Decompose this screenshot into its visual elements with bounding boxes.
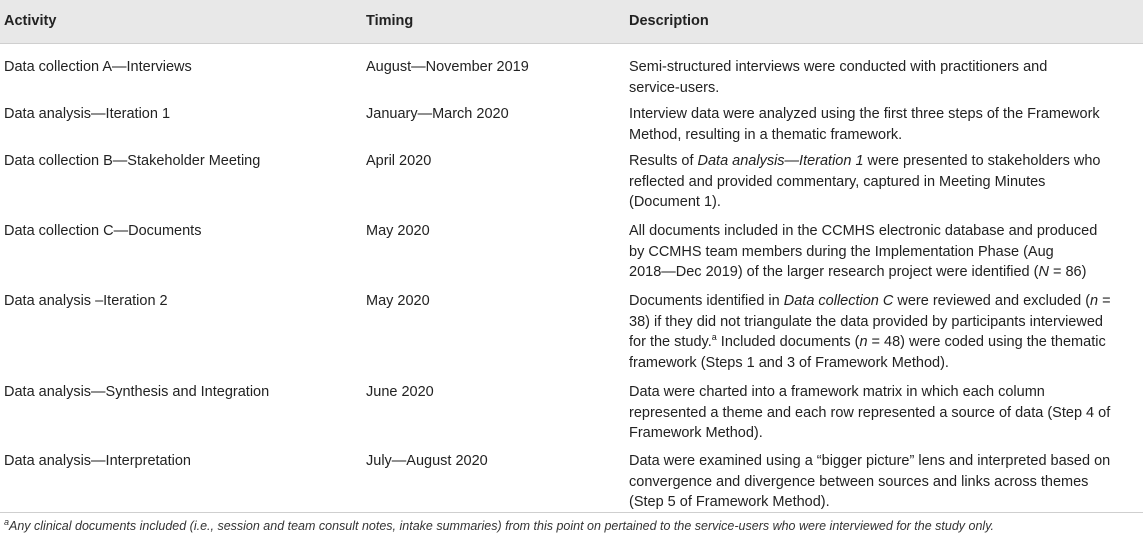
description-cell bbox=[629, 291, 1141, 373]
activity-cell: Data collection B—Stakeholder Meeting bbox=[4, 153, 261, 169]
description-line: represented a theme and each row represented a source of data (Step 4 of bbox=[629, 404, 1111, 421]
description-line bbox=[629, 262, 1141, 283]
description-line: Data were charted into a framework matrix in which each column bbox=[629, 384, 1045, 400]
description-text: = 48) were coded using the thematic bbox=[867, 334, 1106, 350]
timing-cell: June 2020 bbox=[366, 384, 434, 400]
footnote-marker: a bbox=[711, 332, 717, 343]
footnote-text: Any clinical documents included (i.e., session and team consult notes, intake summaries) from this point on pertained to the service-users who were interviewed for the study only. bbox=[9, 519, 994, 533]
activity-cell: Data analysis—Iteration 1 bbox=[4, 106, 171, 122]
header-description: Description bbox=[629, 13, 709, 29]
description-emphasis: N bbox=[1038, 264, 1049, 280]
description-line: Interview data were analyzed using the first three steps of the Framework bbox=[629, 106, 1100, 122]
description-text: Documents identified in bbox=[629, 293, 784, 309]
description-line: (Document 1). bbox=[629, 194, 721, 210]
description-cell bbox=[629, 221, 1141, 283]
description-emphasis: Data analysis—Iteration 1 bbox=[697, 153, 864, 169]
activity-cell: Data analysis –Iteration 2 bbox=[4, 293, 168, 309]
description-text: Results of bbox=[629, 153, 698, 169]
description-text: were presented to stakeholders who bbox=[863, 153, 1101, 169]
description-line: 38) if they did not triangulate the data provided by participants interviewed bbox=[629, 313, 1103, 330]
footnote bbox=[4, 516, 1139, 533]
timing-cell: January—March 2020 bbox=[366, 106, 509, 122]
description-cell bbox=[629, 57, 1141, 98]
description-emphasis: Data collection C bbox=[783, 293, 894, 309]
description-line: Framework Method). bbox=[629, 425, 763, 441]
activity-cell: Data collection A—Interviews bbox=[4, 59, 192, 75]
description-line: reflected and provided commentary, captured in Meeting Minutes bbox=[629, 173, 1046, 190]
header-timing: Timing bbox=[366, 13, 414, 29]
header-activity: Activity bbox=[4, 13, 57, 29]
description-emphasis: n bbox=[1090, 293, 1099, 309]
description-line: Method, resulting in a thematic framework. bbox=[629, 126, 903, 143]
description-text: were reviewed and excluded ( bbox=[893, 293, 1091, 309]
table-header bbox=[0, 0, 1143, 44]
description-text: = 86) bbox=[1048, 264, 1087, 280]
timing-cell: May 2020 bbox=[366, 293, 430, 309]
footnote-marker: a bbox=[4, 516, 10, 527]
description-line bbox=[629, 332, 1141, 353]
description-emphasis: n bbox=[859, 334, 868, 350]
description-line: All documents included in the CCMHS electronic database and produced bbox=[629, 223, 1098, 239]
activity-cell: Data collection C—Documents bbox=[4, 223, 202, 239]
description-line: Data were examined using a “bigger picture” lens and interpreted based on bbox=[629, 453, 1111, 469]
timing-cell: May 2020 bbox=[366, 223, 430, 239]
timing-cell: July—August 2020 bbox=[366, 453, 488, 469]
description-cell bbox=[629, 451, 1141, 513]
description-cell bbox=[629, 104, 1141, 145]
description-cell bbox=[629, 382, 1141, 444]
description-cell bbox=[629, 151, 1141, 213]
description-line: service-users. bbox=[629, 79, 720, 96]
description-text: Included documents ( bbox=[716, 334, 860, 350]
description-line: (Step 5 of Framework Method). bbox=[629, 494, 830, 510]
description-text: for the study. bbox=[629, 334, 712, 350]
description-line: framework (Steps 1 and 3 of Framework Method). bbox=[629, 354, 949, 371]
description-text: 2018—Dec 2019) of the larger research project were identified ( bbox=[629, 264, 1039, 280]
description-line bbox=[629, 151, 1141, 172]
footnote-divider bbox=[0, 512, 1143, 513]
activity-cell: Data analysis—Interpretation bbox=[4, 453, 191, 469]
description-line: convergence and divergence between sources and links across themes bbox=[629, 473, 1089, 490]
description-text: = bbox=[1098, 293, 1111, 309]
description-line: by CCMHS team members during the Implementation Phase (Aug bbox=[629, 243, 1054, 260]
activity-cell: Data analysis—Synthesis and Integration bbox=[4, 384, 270, 400]
timing-cell: April 2020 bbox=[366, 153, 432, 169]
description-line bbox=[629, 291, 1141, 312]
timing-cell: August—November 2019 bbox=[366, 59, 529, 75]
description-line: Semi-structured interviews were conducted with practitioners and bbox=[629, 59, 1048, 75]
